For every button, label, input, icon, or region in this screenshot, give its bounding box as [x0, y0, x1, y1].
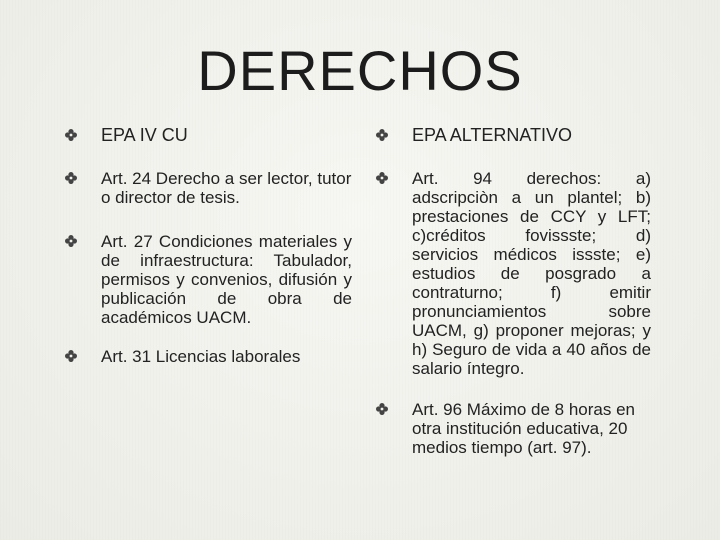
list-item	[375, 400, 651, 457]
list-item	[375, 169, 651, 378]
diamond-clover-bullet-icon	[375, 128, 389, 142]
diamond-clover-bullet-icon	[64, 349, 78, 363]
diamond-clover-bullet-icon	[375, 402, 389, 416]
list-item	[64, 169, 352, 207]
diamond-clover-bullet-icon	[375, 171, 389, 185]
list-item-text: Art. 96 Máximo de 8 horas en otra institución educativa, 20 medios tiempo (art. 97).	[412, 400, 636, 457]
list-item-text: Art. 24 Derecho a ser lector, tutor o director de tesis.	[101, 169, 352, 207]
left-column	[64, 126, 352, 382]
diamond-clover-bullet-icon	[64, 171, 78, 185]
list-item-text: Art. 31 Licencias laborales	[101, 347, 301, 366]
slide-title: DERECHOS	[197, 39, 523, 102]
list-item-text: Art. 27 Condiciones materiales y de infraestructura: Tabulador, permisos y convenios, difusión y publicación de obra de académicos UACM.	[101, 232, 352, 327]
list-item	[375, 126, 651, 145]
list-item	[64, 126, 352, 145]
list-item-text: Art. 94 derechos: a) adscripciòn a un plantel; b) prestaciones de CCY y LFT; c)créditos fovissste; d) servicios médicos issste; e) estudios de posgrado a contraturno; f) emitir pronunciamientos sobre UACM, g) proponer mejoras; y h) Seguro de vida a 40 años de salario íntegro.	[412, 169, 651, 378]
diamond-clover-bullet-icon	[64, 234, 78, 248]
list-item-text: EPA ALTERNATIVO	[412, 125, 573, 145]
diamond-clover-bullet-icon	[64, 128, 78, 142]
right-column	[375, 126, 651, 473]
list-item-text: EPA IV CU	[101, 125, 188, 145]
list-item	[64, 232, 352, 327]
list-item	[64, 347, 352, 366]
